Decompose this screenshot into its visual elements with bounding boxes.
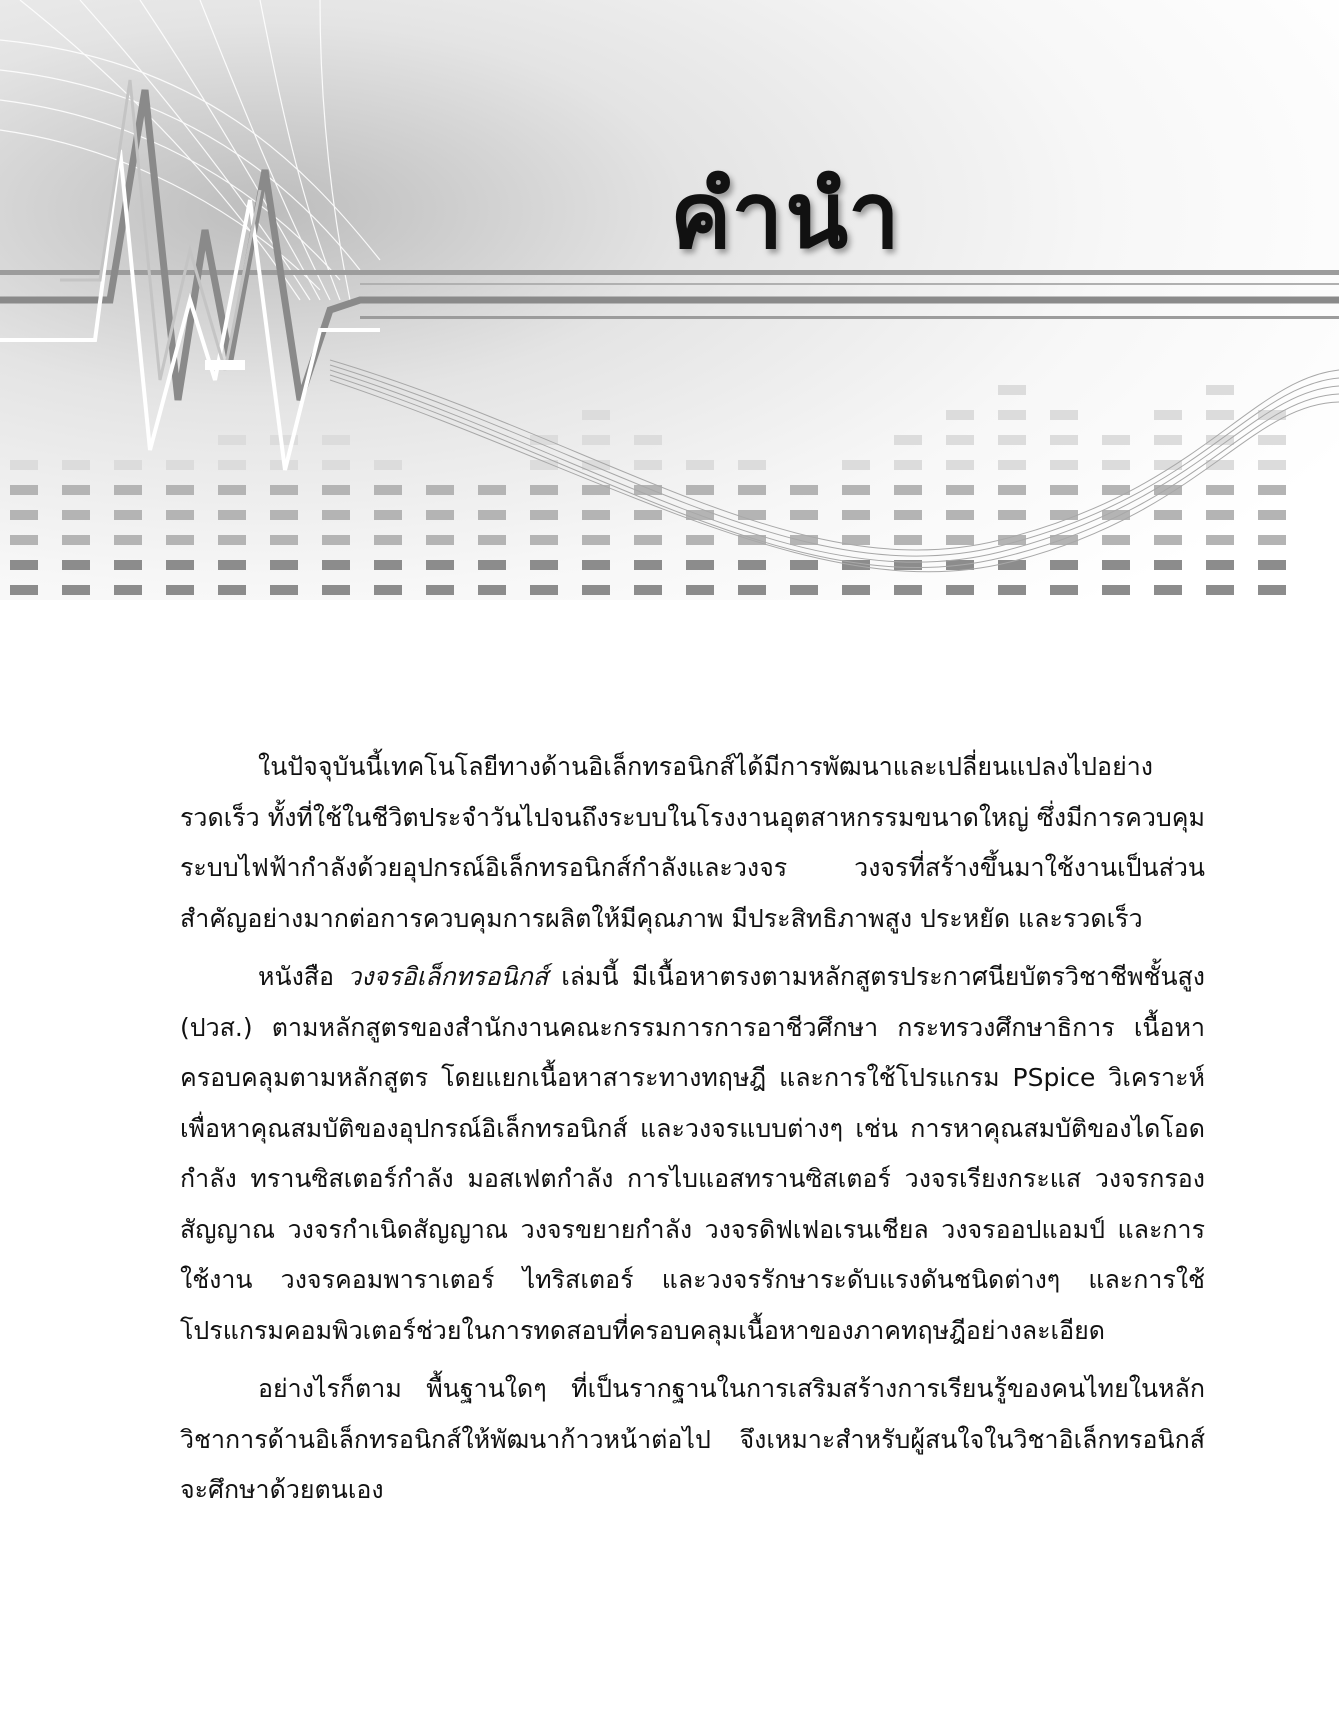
eq-bar: [218, 510, 246, 520]
eq-bar: [426, 510, 454, 520]
eq-bar: [270, 535, 298, 545]
eq-bar: [1206, 485, 1234, 495]
eq-bar: [634, 485, 662, 495]
eq-bar: [10, 560, 38, 570]
eq-bar: [1154, 410, 1182, 420]
eq-bar: [1258, 460, 1286, 470]
eq-bar: [842, 585, 870, 595]
eq-bar: [1102, 435, 1130, 445]
eq-bar: [1154, 485, 1182, 495]
eq-bar: [894, 460, 922, 470]
eq-bar: [62, 510, 90, 520]
eq-bar: [686, 585, 714, 595]
eq-bar: [1154, 510, 1182, 520]
paragraph-2-rest: เล่มนี้ มีเนื้อหาตรงตามหลักสูตรประกาศนียบัตรวิชาชีพชั้นสูง (ปวส.) ตามหลักสูตรของสำนักงานคณะกรรมการการอาชีวศึกษา กระทรวงศึกษาธิการ เนื้อหาครอบคลุมตามหลักสูตร โดยแยกเนื้อหาสาระทางทฤษฎี และการใช้โปรแกรม PSpice วิเคราะห์ เพื่อหาคุณสมบัติของอุปกรณ์อิเล็กทรอนิกส์ และวงจรแบบต่างๆ เช่น การหาคุณสมบัติของไดโอดกำลัง ทรานซิสเตอร์กำลัง มอสเฟตกำลัง การไบแอสทรานซิสเตอร์ วงจรเรียงกระแส วงจรกรองสัญญาณ วงจรกำเนิดสัญญาณ วงจรขยายกำลัง วงจรดิฟเฟอเรนเชียล วงจรออปแอมป์ และการใช้งาน วงจรคอมพาราเตอร์ ไทริสเตอร์ และวงจรรักษาระดับแรงดันชนิดต่างๆ และการใช้โปรแกรมคอมพิวเตอร์ช่วยในการทดสอบที่ครอบคลุมเนื้อหาของภาคทฤษฎีอย่างละเอียด: [180, 962, 1205, 1345]
eq-bar: [10, 585, 38, 595]
eq-bar: [998, 485, 1026, 495]
eq-bar: [894, 485, 922, 495]
eq-bar: [634, 585, 662, 595]
eq-bar: [478, 485, 506, 495]
eq-bar: [322, 485, 350, 495]
eq-bar: [790, 560, 818, 570]
eq-bar: [894, 510, 922, 520]
eq-bar: [1102, 560, 1130, 570]
eq-bar: [686, 535, 714, 545]
eq-bar: [582, 585, 610, 595]
eq-bar: [946, 460, 974, 470]
eq-bar: [790, 510, 818, 520]
eq-bar: [998, 460, 1026, 470]
eq-bar: [166, 485, 194, 495]
eq-bar: [946, 435, 974, 445]
paragraph-3: อย่างไรก็ตาม พื้นฐานใดๆ ที่เป็นรากฐานในการเสริมสร้างการเรียนรู้ของคนไทยในหลักวิชาการด้านอิเล็กทรอนิกส์ให้พัฒนาก้าวหน้าต่อไป จึงเหมาะสำหรับผู้สนใจในวิชาอิเล็กทรอนิกส์จะศึกษาด้วยตนเอง: [180, 1374, 1205, 1504]
eq-bar: [686, 560, 714, 570]
eq-bar: [1102, 535, 1130, 545]
eq-bar: [842, 460, 870, 470]
eq-bar: [270, 585, 298, 595]
eq-bar: [1050, 460, 1078, 470]
eq-bar: [270, 560, 298, 570]
eq-bar: [686, 460, 714, 470]
eq-bar: [426, 585, 454, 595]
eq-bar: [114, 460, 142, 470]
eq-bar: [946, 485, 974, 495]
eq-bar: [842, 485, 870, 495]
eq-bar: [582, 560, 610, 570]
eq-bar: [426, 485, 454, 495]
eq-bar: [426, 560, 454, 570]
eq-bar: [114, 510, 142, 520]
eq-bar: [1050, 585, 1078, 595]
eq-bar: [62, 460, 90, 470]
eq-bar: [894, 585, 922, 595]
eq-bar: [478, 535, 506, 545]
eq-bar: [166, 560, 194, 570]
eq-bar: [634, 560, 662, 570]
eq-bar: [634, 510, 662, 520]
eq-bar: [114, 535, 142, 545]
eq-bar: [218, 460, 246, 470]
eq-bar: [322, 435, 350, 445]
eq-bar: [1154, 435, 1182, 445]
eq-bar: [1050, 485, 1078, 495]
eq-bar: [10, 535, 38, 545]
eq-bar: [530, 535, 558, 545]
eq-bar: [582, 410, 610, 420]
page-title: คำนำ: [670, 162, 902, 269]
eq-bar: [738, 510, 766, 520]
eq-bar: [894, 535, 922, 545]
eq-bar: [946, 535, 974, 545]
eq-bar: [270, 485, 298, 495]
eq-bar: [374, 510, 402, 520]
eq-bar: [686, 485, 714, 495]
eq-bar: [374, 560, 402, 570]
eq-bar: [946, 410, 974, 420]
eq-bar: [270, 510, 298, 520]
eq-bar: [1206, 410, 1234, 420]
eq-bar: [322, 460, 350, 470]
eq-bar: [1154, 535, 1182, 545]
eq-bar: [738, 585, 766, 595]
paragraph-2: [180, 952, 1205, 1356]
eq-bar: [998, 385, 1026, 395]
eq-bar: [1258, 535, 1286, 545]
eq-bar: [218, 435, 246, 445]
eq-bar: [738, 460, 766, 470]
eq-bar: [1206, 460, 1234, 470]
eq-bar: [1050, 510, 1078, 520]
eq-bar: [218, 585, 246, 595]
eq-bar: [322, 560, 350, 570]
eq-bar: [1102, 585, 1130, 595]
paragraph-2-intro: หนังสือ: [258, 962, 348, 991]
eq-bar: [218, 485, 246, 495]
eq-bar: [166, 535, 194, 545]
eq-bar: [530, 560, 558, 570]
eq-bar: [374, 460, 402, 470]
eq-bar: [634, 535, 662, 545]
eq-bar: [946, 585, 974, 595]
eq-bar: [166, 510, 194, 520]
eq-bar: [582, 435, 610, 445]
eq-bar: [114, 560, 142, 570]
eq-bar: [1050, 560, 1078, 570]
eq-bar: [374, 485, 402, 495]
eq-bar: [218, 560, 246, 570]
eq-bar: [998, 410, 1026, 420]
eq-bar: [998, 435, 1026, 445]
eq-bar: [322, 510, 350, 520]
eq-bar: [582, 460, 610, 470]
eq-bar: [1154, 585, 1182, 595]
eq-bar: [166, 585, 194, 595]
decorative-waveform-graphic: [0, 0, 1339, 600]
eq-bar: [1206, 510, 1234, 520]
eq-bar: [582, 535, 610, 545]
eq-bar: [530, 485, 558, 495]
eq-bar: [114, 485, 142, 495]
eq-bar: [634, 435, 662, 445]
eq-bar: [738, 485, 766, 495]
eq-bar: [478, 585, 506, 595]
eq-bar: [478, 560, 506, 570]
paragraph-1: ในปัจจุบันนี้เทคโนโลยีทางด้านอิเล็กทรอนิกส์ได้มีการพัฒนาและเปลี่ยนแปลงไปอย่างรวดเร็ว ทั้งที่ใช้ในชีวิตประจำวันไปจนถึงระบบในโรงงานอุตสาหกรรมขนาดใหญ่ ซึ่งมีการควบคุมระบบไฟฟ้ากำลังด้วยอุปกรณ์อิเล็กทรอนิกส์กำลังและวงจร วงจรที่สร้างขึ้นมาใช้งานเป็นส่วนสำคัญอย่างมากต่อการควบคุมการผลิตให้มีคุณภาพ มีประสิทธิภาพสูง ประหยัด และรวดเร็ว: [180, 752, 1205, 933]
eq-bar: [10, 510, 38, 520]
eq-bar: [62, 585, 90, 595]
eq-bar: [322, 535, 350, 545]
eq-bar: [842, 510, 870, 520]
eq-bar: [1206, 535, 1234, 545]
eq-bar: [1050, 535, 1078, 545]
eq-bar: [322, 585, 350, 595]
eq-bar: [998, 585, 1026, 595]
eq-bar: [790, 585, 818, 595]
eq-bar: [374, 535, 402, 545]
eq-bar: [218, 535, 246, 545]
eq-bar: [10, 460, 38, 470]
eq-bar: [946, 510, 974, 520]
eq-bar: [582, 510, 610, 520]
eq-bar: [1050, 410, 1078, 420]
eq-bar: [1102, 460, 1130, 470]
eq-bar: [62, 535, 90, 545]
eq-bar: [1154, 560, 1182, 570]
eq-bar: [1206, 385, 1234, 395]
eq-bar: [1206, 585, 1234, 595]
eq-bar: [426, 535, 454, 545]
eq-bar: [1258, 560, 1286, 570]
eq-bar: [10, 485, 38, 495]
eq-bar: [1258, 435, 1286, 445]
eq-bar: [634, 460, 662, 470]
eq-bar: [530, 435, 558, 445]
eq-bar: [738, 560, 766, 570]
eq-bar: [1258, 585, 1286, 595]
eq-bar: [62, 560, 90, 570]
eq-bar: [530, 510, 558, 520]
header-banner: [0, 0, 1339, 600]
eq-bar: [374, 585, 402, 595]
eq-bar: [894, 435, 922, 445]
eq-bar: [1050, 435, 1078, 445]
foreword-body: [180, 742, 1205, 1524]
eq-bar: [478, 510, 506, 520]
eq-bar: [1258, 485, 1286, 495]
eq-bar: [1258, 510, 1286, 520]
book-title: วงจรอิเล็กทรอนิกส์: [347, 962, 548, 991]
eq-bar: [998, 510, 1026, 520]
eq-bar: [114, 585, 142, 595]
eq-bar: [790, 485, 818, 495]
eq-bar: [166, 460, 194, 470]
eq-bar: [62, 485, 90, 495]
eq-bar: [1206, 560, 1234, 570]
eq-bar: [530, 585, 558, 595]
